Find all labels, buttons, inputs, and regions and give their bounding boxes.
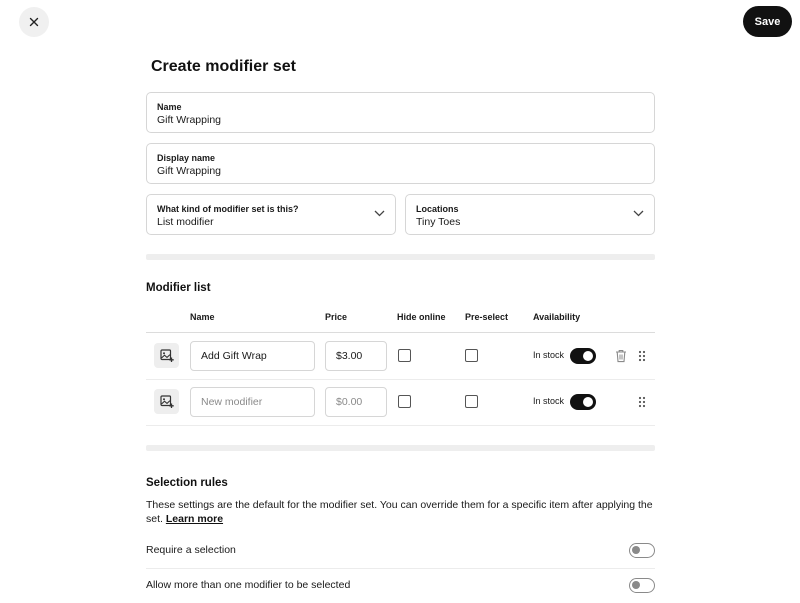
close-icon (29, 17, 39, 27)
add-image-button[interactable] (154, 343, 179, 368)
pre-select-checkbox[interactable] (465, 349, 478, 362)
learn-more-link[interactable]: Learn more (165, 513, 224, 525)
locations-select[interactable] (405, 194, 655, 235)
column-header-availability: Availability (533, 312, 581, 322)
new-modifier-price-input[interactable]: $0.00 (325, 387, 387, 417)
availability-toggle[interactable] (570, 394, 596, 410)
name-field-value: Gift Wrapping (157, 114, 221, 126)
column-header-pre-select: Pre-select (465, 312, 509, 322)
modifier-name-input[interactable]: Add Gift Wrap (190, 341, 315, 371)
display-name-field-value: Gift Wrapping (157, 165, 221, 177)
modifier-kind-label: What kind of modifier set is this? (157, 204, 299, 214)
add-image-icon (160, 395, 174, 409)
modifier-kind-select[interactable] (146, 194, 396, 235)
availability-label: In stock (533, 350, 565, 360)
display-name-field[interactable] (146, 143, 655, 184)
add-image-button[interactable] (154, 389, 179, 414)
locations-label: Locations (416, 204, 459, 214)
add-image-icon (160, 349, 174, 363)
new-modifier-name-input[interactable]: New modifier (190, 387, 315, 417)
row-divider (146, 425, 655, 426)
availability-label: In stock (533, 396, 565, 406)
hide-online-checkbox[interactable] (398, 349, 411, 362)
name-field-label: Name (157, 102, 182, 112)
display-name-field-label: Display name (157, 153, 216, 163)
trash-icon[interactable] (615, 349, 627, 363)
modifier-price-input[interactable]: $3.00 (325, 341, 387, 371)
close-button[interactable] (19, 7, 49, 37)
name-field[interactable] (146, 92, 655, 133)
require-selection-toggle[interactable] (629, 543, 655, 558)
column-header-name: Name (190, 312, 215, 322)
selection-rules-title: Selection rules (146, 477, 228, 489)
allow-multiple-toggle[interactable] (629, 578, 655, 593)
section-divider (146, 254, 655, 260)
chevron-down-icon (374, 210, 385, 217)
hide-online-checkbox[interactable] (398, 395, 411, 408)
locations-value: Tiny Toes (416, 216, 461, 228)
selection-rules-description (146, 498, 658, 526)
selection-rules-text: These settings are the default for the modifier set. You can override them for a specific item after applying the set. (146, 499, 653, 525)
section-divider (146, 445, 655, 451)
drag-handle-icon[interactable] (638, 350, 646, 362)
allow-multiple-label: Allow more than one modifier to be selected (146, 579, 351, 591)
pre-select-checkbox[interactable] (465, 395, 478, 408)
row-divider (146, 379, 655, 380)
availability-toggle[interactable] (570, 348, 596, 364)
drag-handle-icon[interactable] (638, 396, 646, 408)
table-header-divider (146, 332, 655, 333)
save-button[interactable]: Save (743, 6, 792, 37)
require-selection-label: Require a selection (146, 544, 236, 556)
modifier-kind-value: List modifier (157, 216, 214, 228)
column-header-price: Price (325, 312, 348, 322)
rule-divider (146, 568, 655, 569)
page-title: Create modifier set (151, 58, 296, 75)
column-header-hide-online: Hide online (397, 312, 446, 322)
chevron-down-icon (633, 210, 644, 217)
modifier-list-title: Modifier list (146, 282, 211, 294)
